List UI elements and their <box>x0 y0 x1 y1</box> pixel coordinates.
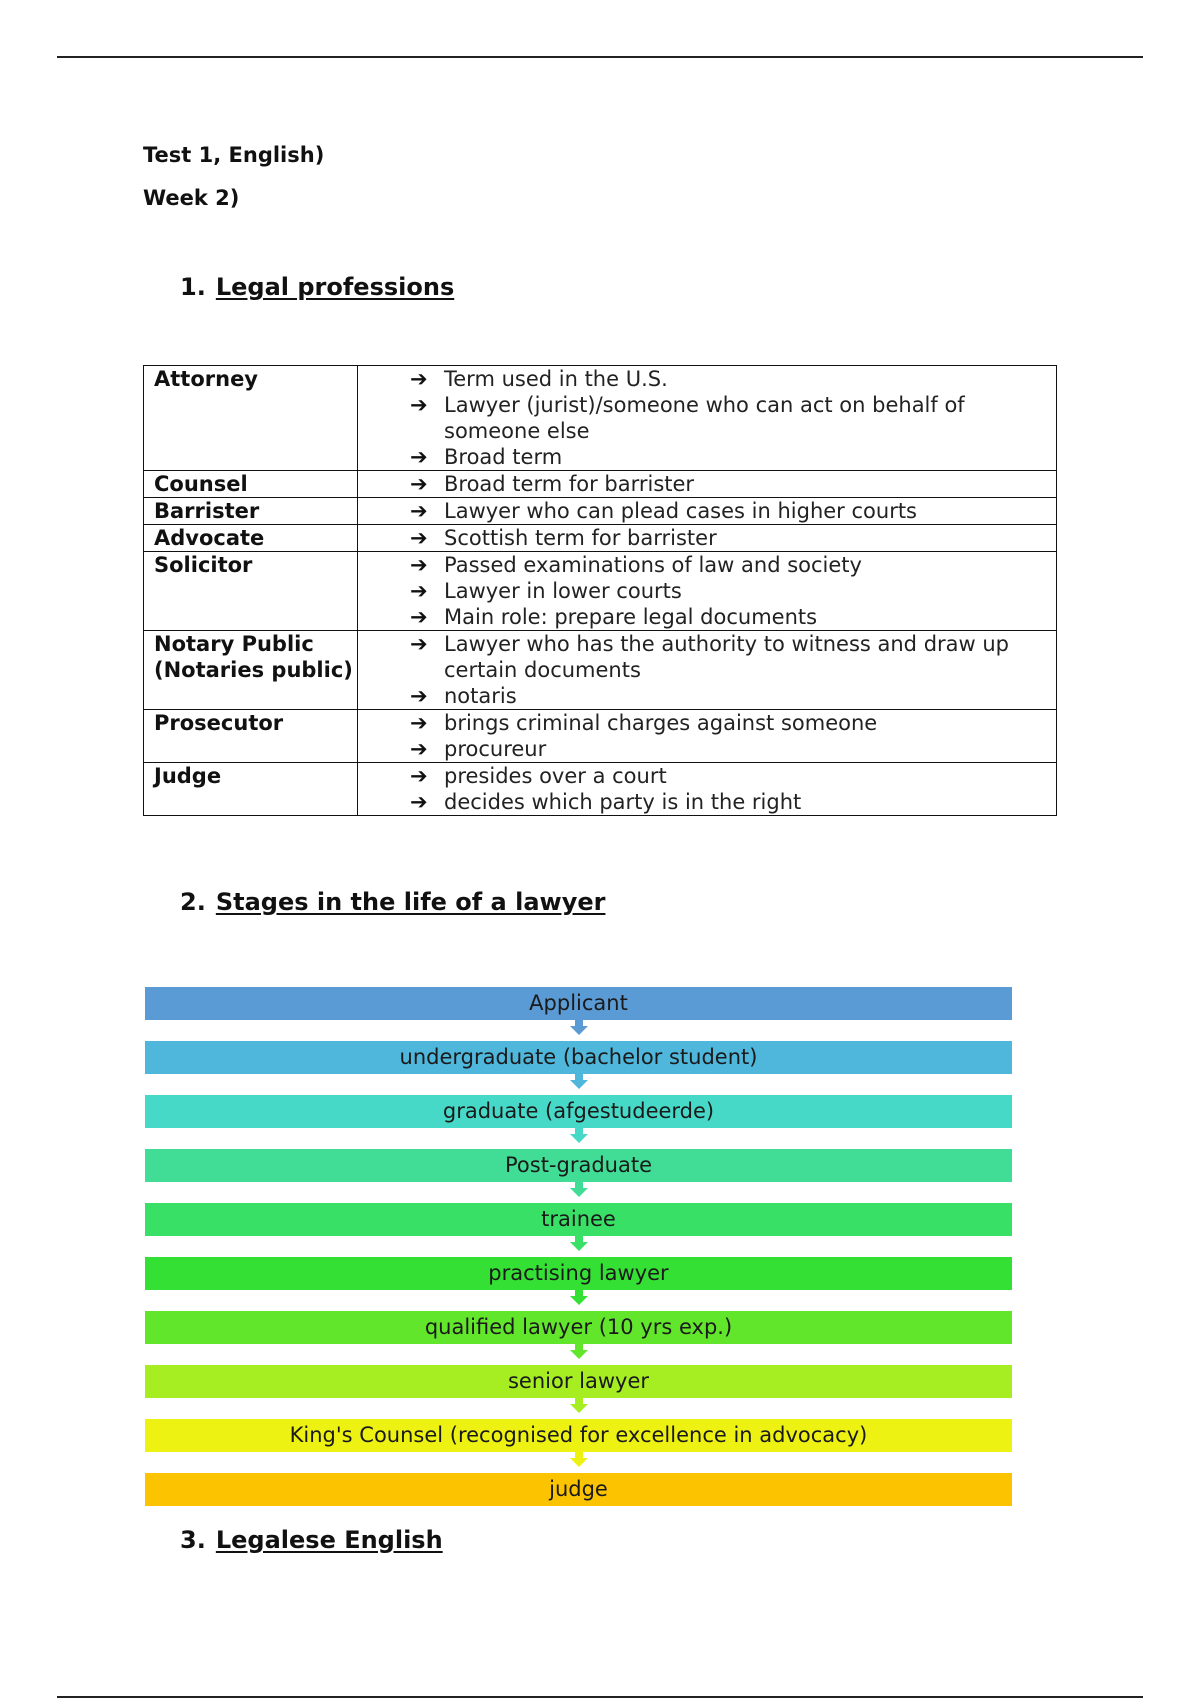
profession-description <box>358 525 1057 552</box>
profession-term: Notary Public (Notaries public) <box>144 631 358 710</box>
description-bullets <box>358 498 1056 524</box>
description-bullets <box>358 552 1056 630</box>
down-arrow-icon <box>570 1020 588 1032</box>
profession-row <box>144 763 1057 816</box>
description-bullet: ➔ Term used in the U.S. <box>410 366 1048 392</box>
description-bullet: ➔ brings criminal charges against someone <box>410 710 1048 736</box>
profession-row <box>144 710 1057 763</box>
profession-row <box>144 552 1057 631</box>
section-heading: Stages in the life of a lawyer <box>215 888 606 916</box>
stage-box: judge <box>145 1473 1012 1506</box>
profession-description <box>358 366 1057 471</box>
description-bullets <box>358 631 1056 709</box>
profession-row <box>144 498 1057 525</box>
stage-connector <box>145 1020 1012 1041</box>
down-arrow-icon <box>570 1452 588 1464</box>
description-bullet: ➔ Scottish term for barrister <box>410 525 1048 551</box>
stage-box: Post-graduate <box>145 1149 1012 1182</box>
stage-box: undergraduate (bachelor student) <box>145 1041 1012 1074</box>
stage-connector <box>145 1452 1012 1473</box>
down-arrow-icon <box>570 1398 588 1410</box>
down-arrow-icon <box>570 1236 588 1248</box>
profession-description <box>358 471 1057 498</box>
description-bullet: ➔ Lawyer (jurist)/someone who can act on behalf of someone else <box>410 392 1048 444</box>
stage-connector <box>145 1128 1012 1149</box>
profession-term: Judge <box>144 763 358 816</box>
profession-description <box>358 552 1057 631</box>
stage-box: practising lawyer <box>145 1257 1012 1290</box>
description-bullet: ➔ presides over a court <box>410 763 1048 789</box>
lawyer-stages-diagram <box>145 987 1012 1506</box>
description-bullet: ➔ Lawyer who has the authority to witness and draw up certain documents <box>410 631 1048 683</box>
description-bullet: ➔ Main role: prepare legal documents <box>410 604 1048 630</box>
profession-description <box>358 498 1057 525</box>
profession-row <box>144 525 1057 552</box>
description-bullet: ➔ notaris <box>410 683 1048 709</box>
header-test-line: Test 1, English) <box>143 143 325 167</box>
section-number: 1. <box>180 273 206 301</box>
bottom-rule <box>57 1696 1143 1698</box>
stage-connector <box>145 1398 1012 1419</box>
down-arrow-icon <box>570 1128 588 1140</box>
profession-row <box>144 366 1057 471</box>
section-number: 2. <box>180 888 206 916</box>
description-bullet: ➔ procureur <box>410 736 1048 762</box>
stage-box: Applicant <box>145 987 1012 1020</box>
profession-description <box>358 710 1057 763</box>
profession-term: Barrister <box>144 498 358 525</box>
stage-box: qualified lawyer (10 yrs exp.) <box>145 1311 1012 1344</box>
down-arrow-icon <box>570 1344 588 1356</box>
profession-description <box>358 631 1057 710</box>
section-number: 3. <box>180 1526 206 1554</box>
stage-connector <box>145 1290 1012 1311</box>
description-bullet: ➔ Broad term for barrister <box>410 471 1048 497</box>
section-heading: Legalese English <box>215 1526 443 1554</box>
profession-row <box>144 631 1057 710</box>
profession-term: Advocate <box>144 525 358 552</box>
profession-term: Attorney <box>144 366 358 471</box>
stage-connector <box>145 1344 1012 1365</box>
stage-box: senior lawyer <box>145 1365 1012 1398</box>
header-week-line: Week 2) <box>143 186 240 210</box>
stage-connector <box>145 1074 1012 1095</box>
stage-box: King's Counsel (recognised for excellence in advocacy) <box>145 1419 1012 1452</box>
profession-term: Counsel <box>144 471 358 498</box>
profession-term: Solicitor <box>144 552 358 631</box>
description-bullets <box>358 763 1056 815</box>
profession-row <box>144 471 1057 498</box>
stage-box: trainee <box>145 1203 1012 1236</box>
section-heading: Legal professions <box>215 273 455 301</box>
section-title-stages <box>180 888 605 916</box>
stage-connector <box>145 1236 1012 1257</box>
description-bullets <box>358 710 1056 762</box>
section-title-legal-professions <box>180 273 454 301</box>
description-bullet: ➔ Lawyer who can plead cases in higher courts <box>410 498 1048 524</box>
description-bullets <box>358 471 1056 497</box>
description-bullet: ➔ Lawyer in lower courts <box>410 578 1048 604</box>
down-arrow-icon <box>570 1074 588 1086</box>
description-bullets <box>358 525 1056 551</box>
stage-connector <box>145 1182 1012 1203</box>
description-bullet: ➔ decides which party is in the right <box>410 789 1048 815</box>
top-rule <box>57 56 1143 58</box>
profession-term: Prosecutor <box>144 710 358 763</box>
section-title-legalese-english <box>180 1526 443 1554</box>
description-bullet: ➔ Broad term <box>410 444 1048 470</box>
legal-professions-table <box>143 365 1057 816</box>
profession-description <box>358 763 1057 816</box>
down-arrow-icon <box>570 1290 588 1302</box>
down-arrow-icon <box>570 1182 588 1194</box>
description-bullets <box>358 366 1056 470</box>
description-bullet: ➔ Passed examinations of law and society <box>410 552 1048 578</box>
stage-box: graduate (afgestudeerde) <box>145 1095 1012 1128</box>
